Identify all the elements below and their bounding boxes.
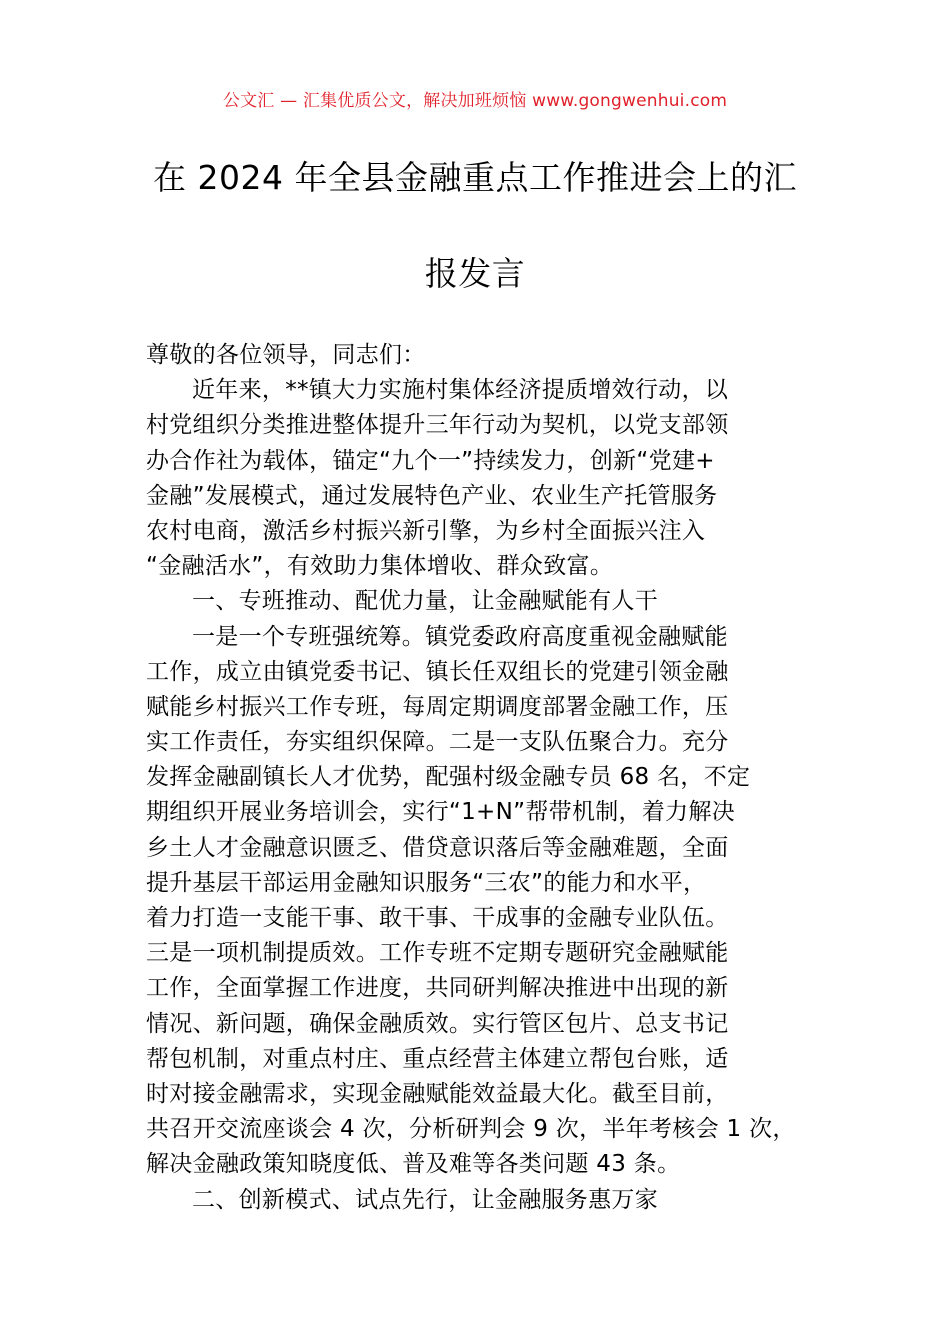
paragraph-line: 金融”发展模式，通过发展特色产业、农业生产托管服务 (146, 482, 718, 509)
paragraph-line: 期组织开展业务培训会，实行“1+N”帮带机制，着力解决 (146, 799, 736, 826)
paragraph-line: 着力打造一支能干事、敢干事、干成事的金融专业队伍。 (146, 905, 729, 931)
paragraph-line: 三是一项机制提质效。工作专班不定期专题研究金融赋能 (146, 940, 729, 967)
section-heading-2: 二、创新模式、试点先行，让金融服务惠万家 (192, 1186, 658, 1213)
paragraph-line: 工作，成立由镇党委书记、镇长任双组长的党建引领金融 (146, 658, 729, 685)
document-title-line-1: 在 2024 年全县金融重点工作推进会上的汇 (153, 158, 797, 197)
paragraph-line: 时对接金融需求，实现金融赋能效益最大化。截至目前， (146, 1080, 729, 1107)
paragraph-line: 发挥金融副镇长人才优势，配强村级金融专员 68 名，不定 (146, 764, 751, 791)
paragraph-line: “金融活水”，有效助力集体增收、群众致富。 (146, 553, 614, 580)
salutation: 尊敬的各位领导，同志们： (146, 342, 426, 368)
paragraph-line: 赋能乡村振兴工作专班，每周定期调度部署金融工作，压 (146, 693, 729, 720)
document-title-line-2: 报发言 (424, 254, 526, 293)
paragraph-line: 一是一个专班强统筹。镇党委政府高度重视金融赋能 (192, 623, 728, 650)
document-body (146, 338, 836, 1218)
paragraph-line: 帮包机制，对重点村庄、重点经营主体建立帮包台账，适 (146, 1045, 729, 1072)
paragraph-line: 村党组织分类推进整体提升三年行动为契机，以党支部领 (146, 412, 729, 439)
paragraph-line: 乡土人才金融意识匮乏、借贷意识落后等金融难题，全面 (146, 834, 729, 861)
paragraph-line: 近年来，**镇大力实施村集体经济提质增效行动，以 (192, 377, 729, 404)
section-heading-1: 一、专班推动、配优力量，让金融赋能有人干 (192, 588, 658, 615)
paragraph-line: 实工作责任，夯实组织保障。二是一支队伍聚合力。充分 (146, 729, 729, 756)
paragraph-line: 工作，全面掌握工作进度，共同研判解决推进中出现的新 (146, 975, 729, 1002)
paragraph-line: 提升基层干部运用金融知识服务“三农”的能力和水平， (146, 869, 707, 896)
paragraph-line: 解决金融政策知晓度低、普及难等各类问题 43 条。 (146, 1151, 681, 1178)
paragraph-line: 共召开交流座谈会 4 次，分析研判会 9 次，半年考核会 1 次， (146, 1116, 796, 1143)
paragraph-line: 情况、新问题，确保金融质效。实行管区包片、总支书记 (146, 1010, 729, 1037)
paragraph-line: 农村电商，激活乡村振兴新引擎，为乡村全面振兴注入 (146, 517, 706, 544)
watermark-banner: 公文汇 — 汇集优质公文，解决加班烦恼 www.gongwenhui.com (222, 91, 728, 111)
paragraph-line: 办合作社为载体，锚定“九个一”持续发力，创新“党建+ (146, 447, 715, 474)
